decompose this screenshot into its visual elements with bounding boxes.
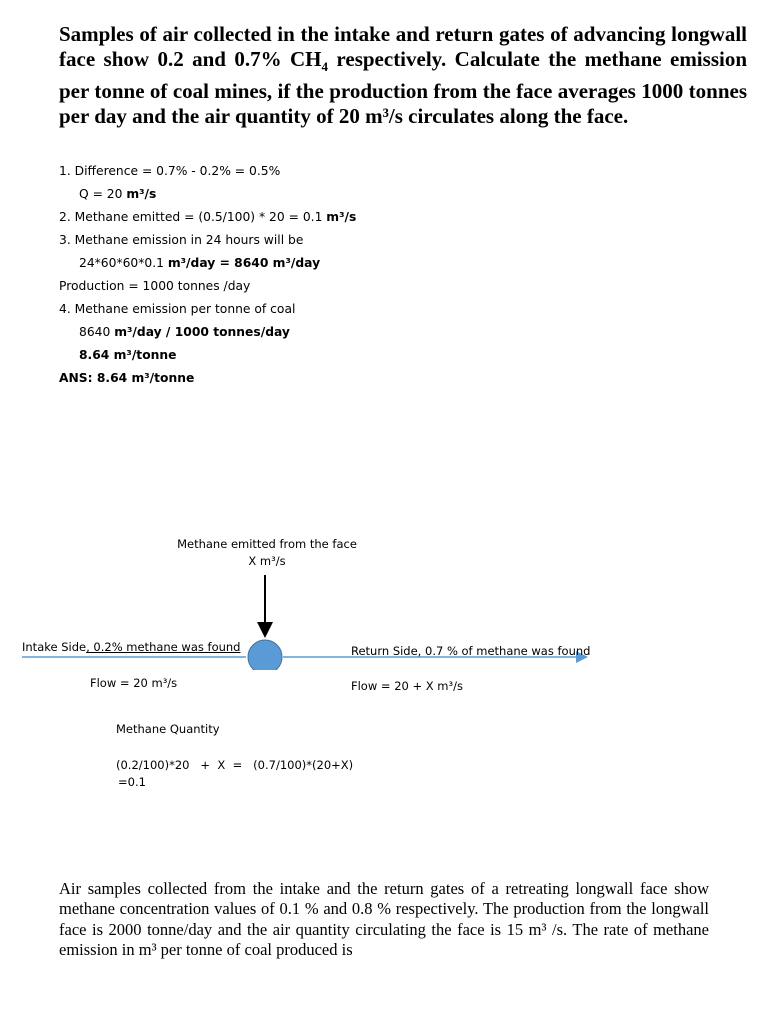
intake-side-label [22,640,240,654]
solution-line-8 [79,324,290,340]
solution-line-2-text: Q = 20 [79,187,127,201]
solution-line-7: 4. Methane emission per tonne of coal [59,302,296,316]
solution-line-9: 8.64 m³/tonne [79,348,177,362]
methane-balance-result: =0.1 [118,775,146,789]
problem-text-2: respectively. Calculate the methane emission per tonne of coal mines, if the production from the face averages 1000 tonnes per day and the air quantity of 20 m³/s circulates along the face. [59,46,748,128]
solution-line-3 [59,209,356,225]
return-side-label: Return Side, 0.7 % of methane was found [351,644,591,658]
solution-line-8-text: 8640 [79,325,115,339]
solution-line-5-unit: m³/day = 8640 m³/day [167,256,321,270]
longwall-face-node [248,640,282,670]
solution-line-6: Production = 1000 tonnes /day [59,279,251,293]
intake-flow-label: Flow = 20 m³/s [90,676,178,690]
solution-line-5-text: 24*60*60*0.1 [79,256,168,270]
intake-side-concentration: , 0.2% methane was found [86,640,241,654]
intake-side-title: Intake Side [22,640,87,654]
solution-line-2 [79,186,156,202]
second-problem-statement: Air samples collected from the intake and the return gates of a retreating longwall face show methane concentration values of 0.1 % and 0.8 % respectively. The production from the longwall face is 2000 tonne/day and the air quantity circulating the face is 15 m³ /s. The rate of methane emission in m³ per tonne of coal produced is [59,879,709,959]
solution-line-2-unit: m³/s [126,187,157,201]
solution-line-4: 3. Methane emission in 24 hours will be [59,233,304,247]
problem-statement [59,22,747,128]
methane-emitted-label: Methane emitted from the face [177,537,357,551]
solution-line-3-text: 2. Methane emitted = (0.5/100) * 20 = 0.1 [59,210,327,224]
solution-line-5 [79,255,320,271]
solution-line-8-unit: m³/day / 1000 tonnes/day [114,325,290,339]
solution-line-3-unit: m³/s [326,210,357,224]
solution-line-1: 1. Difference = 0.7% - 0.2% = 0.5% [59,164,281,178]
return-flow-label: Flow = 20 + X m³/s [351,679,463,693]
answer-line: ANS: 8.64 m³/tonne [59,371,195,385]
methane-balance-equation: (0.2/100)*20 + X = (0.7/100)*(20+X) [116,758,354,772]
problem-subscript: 4 [321,58,329,74]
problem-text-1: Samples of air collected in the intake and return gates of advancing longwall face show 0.2 and 0.7% CH [59,22,747,71]
methane-emitted-rate: X m³/s [248,554,286,568]
methane-quantity-title: Methane Quantity [116,722,220,736]
